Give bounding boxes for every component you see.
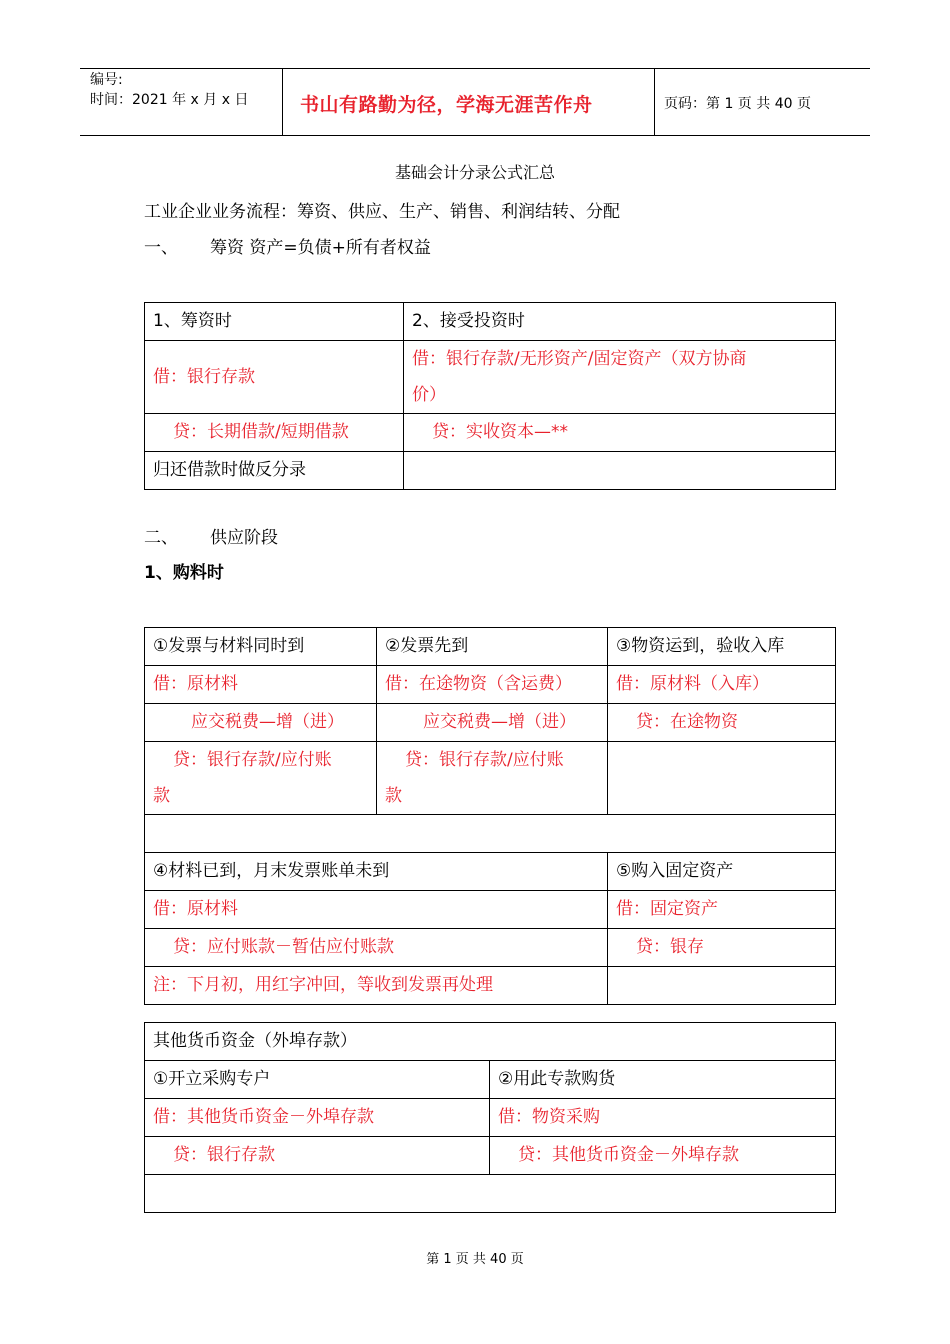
subsection-purchase: 1、购料时 [144,563,224,583]
other-funds-header-2: ②用此专款购货 [490,1061,836,1099]
financing-credit-2: 贷：实收资本—** [404,414,836,452]
header-motto: 书山有路勤为径，学海无涯苦作舟 [300,94,593,116]
other-funds-r2c2: 贷：其他货币资金－外埠存款 [490,1137,836,1175]
financing-credit-1: 贷：长期借款/短期借款 [145,414,404,452]
financing-debit-1: 借：银行存款 [145,341,404,414]
other-funds-r1c1: 借：其他货币资金－外埠存款 [145,1099,490,1137]
purchase-r3c1-line2: 款 [153,786,170,806]
purchase-r4c1: 借：原材料 [145,891,608,929]
financing-debit-2-line1: 借：银行存款/无形资产/固定资产（双方协商 [412,349,747,369]
other-funds-empty-row [145,1175,836,1213]
purchase-r1c1: 借：原材料 [145,666,377,704]
section1-heading: 筹资 资产=负债+所有者权益 [210,238,431,258]
purchase-header-1: ①发票与材料同时到 [145,628,377,666]
number-label: 编号: [90,72,123,88]
other-funds-title: 其他货币资金（外埠存款） [145,1023,836,1061]
purchase-r6c2-empty [608,967,836,1005]
purchase-note: 注：下月初，用红字冲回，等收到发票再处理 [145,967,608,1005]
purchase-r1c2: 借：在途物资（含运费） [377,666,608,704]
section2-number: 二、 [144,528,178,548]
header-meta [90,70,248,110]
purchase-header-3: ③物资运到，验收入库 [608,628,836,666]
purchase-r3c2-line1: 贷：银行存款/应付账 [405,750,564,770]
purchase-r3c1-line1: 贷：银行存款/应付账 [173,750,332,770]
other-funds-r1c2: 借：物资采购 [490,1099,836,1137]
purchase-header-4: ④材料已到，月末发票账单未到 [145,853,608,891]
header-divider-2 [654,68,655,136]
time-label: 时间：2021 年 x 月 x 日 [90,92,249,108]
purchase-r4c2: 借：固定资产 [608,891,836,929]
header-page-info: 页码：第 1 页 共 40 页 [664,96,811,112]
purchase-r3c1 [145,742,377,815]
purchase-r5c2: 贷：银存 [608,929,836,967]
purchase-r3c2-line2: 款 [385,786,402,806]
purchase-r2c2: 应交税费—增（进） [377,704,608,742]
purchase-r2c3: 贷：在途物资 [608,704,836,742]
purchase-table [144,627,836,1005]
financing-empty-cell [404,452,836,490]
purchase-header-5: ⑤购入固定资产 [608,853,836,891]
other-funds-r2c1: 贷：银行存款 [145,1137,490,1175]
header-bottom-border [80,135,870,136]
page-footer: 第 1 页 共 40 页 [426,1252,524,1267]
financing-table [144,302,836,490]
header-divider-1 [282,68,283,136]
process-line: 工业企业业务流程：筹资、供应、生产、销售、利润结转、分配 [144,202,620,222]
purchase-r3c3-empty [608,742,836,815]
financing-header-1: 1、筹资时 [145,303,404,341]
section2-heading: 供应阶段 [210,528,278,548]
other-funds-header-1: ①开立采购专户 [145,1061,490,1099]
purchase-r1c3: 借：原材料（入库） [608,666,836,704]
purchase-r3c2 [377,742,608,815]
other-funds-table [144,1022,836,1213]
purchase-r5c1: 贷：应付账款－暂估应付账款 [145,929,608,967]
purchase-r2c1: 应交税费—增（进） [145,704,377,742]
section1-number: 一、 [144,238,178,258]
financing-header-2: 2、接受投资时 [404,303,836,341]
financing-debit-2 [404,341,836,414]
document-title: 基础会计分录公式汇总 [394,163,555,182]
financing-note: 归还借款时做反分录 [145,452,404,490]
purchase-spacer-row [145,815,836,853]
header-top-border [80,68,870,69]
purchase-header-2: ②发票先到 [377,628,608,666]
financing-debit-2-line2: 价） [412,385,446,405]
